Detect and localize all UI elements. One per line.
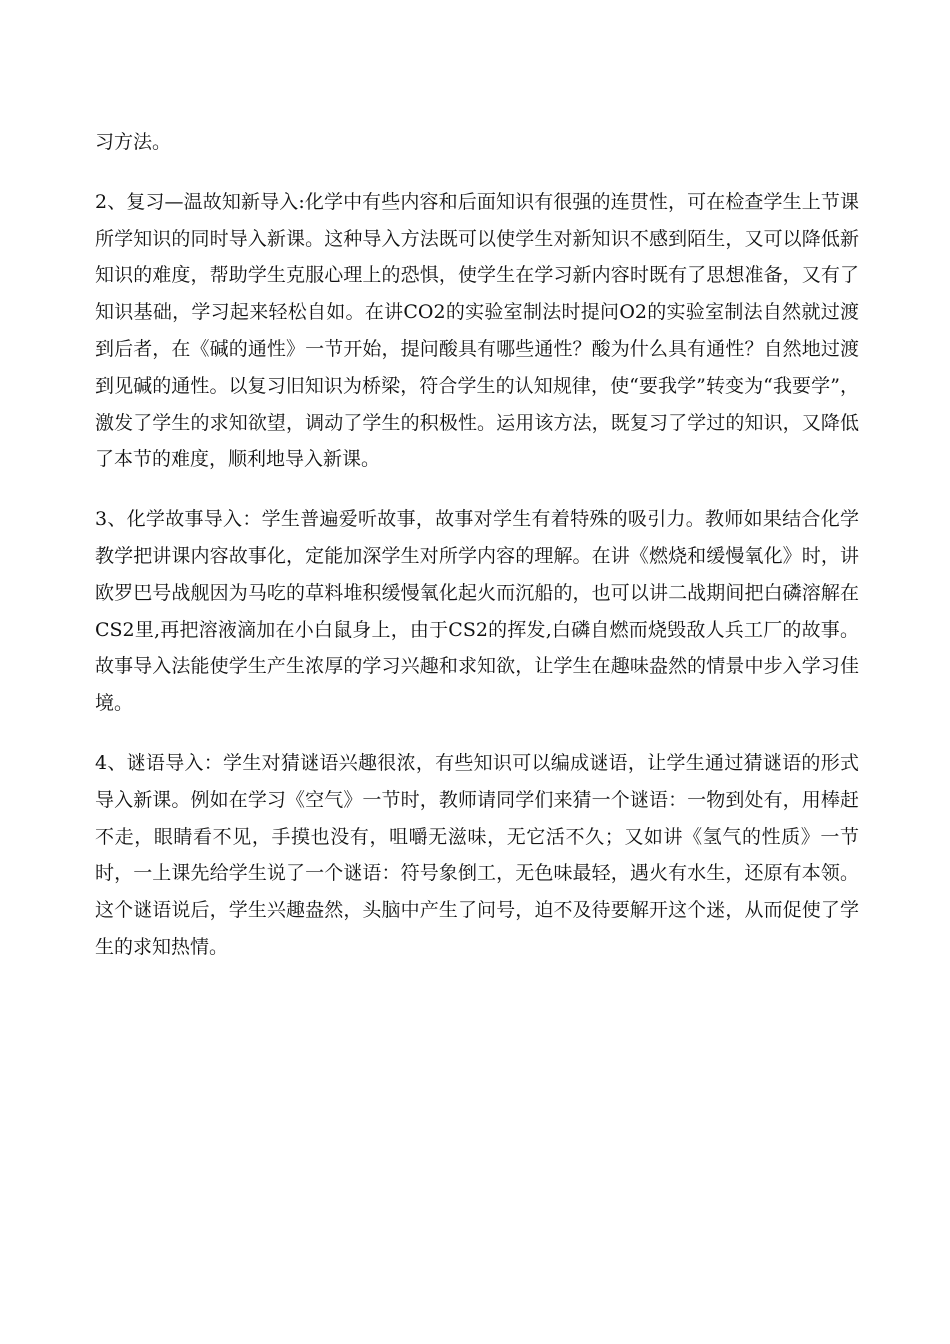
- paragraph-riddle-introduction: 4、谜语导入：学生对猜谜语兴趣很浓，有些知识可以编成谜语，让学生通过猜谜语的形式导入新课。例如在学习《空气》一节时，教师请同学们来猜一个谜语：一物到处有，用棒赶不走，眼睛看不见，手摸也没有，咀嚼无滋味，无它活不久；又如讲《氢气的性质》一节时，一上课先给学生说了一个谜语：符号象倒工，无色味最轻，遇火有水生，还原有本领。这个谜语说后，学生兴趣盎然，头脑中产生了问号，迫不及待要解开这个迷，从而促使了学生的求知热情。: [95, 751, 859, 958]
- document-body: [95, 124, 859, 966]
- paragraph-continuation: 习方法。: [95, 131, 172, 153]
- paragraph-story-introduction: 3、化学故事导入：学生普遍爱听故事，故事对学生有着特殊的吸引力。教师如果结合化学教学把讲课内容故事化，定能加深学生对所学内容的理解。在讲《燃烧和缓慢氧化》时，讲欧罗巴号战舰因为马吃的草料堆积缓慢氧化起火而沉船的，也可以讲二战期间把白磷溶解在CS2里,再把溶液滴加在小白鼠身上，由于CS2的挥发,白磷自燃而烧毁敌人兵工厂的故事。故事导入法能使学生产生浓厚的学习兴趣和求知欲，让学生在趣味盎然的情景中步入学习佳境。: [95, 508, 859, 715]
- paragraph-review-introduction: 2、复习—温故知新导入:化学中有些内容和后面知识有很强的连贯性，可在检查学生上节课所学知识的同时导入新课。这种导入方法既可以使学生对新知识不感到陌生，又可以降低新知识的难度，帮助学生克服心理上的恐惧，使学生在学习新内容时既有了思想准备，又有了知识基础，学习起来轻松自如。在讲CO2的实验室制法时提问O2的实验室制法自然就过渡到后者，在《碱的通性》一节开始，提问酸具有哪些通性？酸为什么具有通性？自然地过渡到见碱的通性。以复习旧知识为桥梁，符合学生的认知规律，使“要我学”转变为“我要学”，激发了学生的求知欲望，调动了学生的积极性。运用该方法，既复习了学过的知识，又降低了本节的难度，顺利地导入新课。: [95, 190, 859, 471]
